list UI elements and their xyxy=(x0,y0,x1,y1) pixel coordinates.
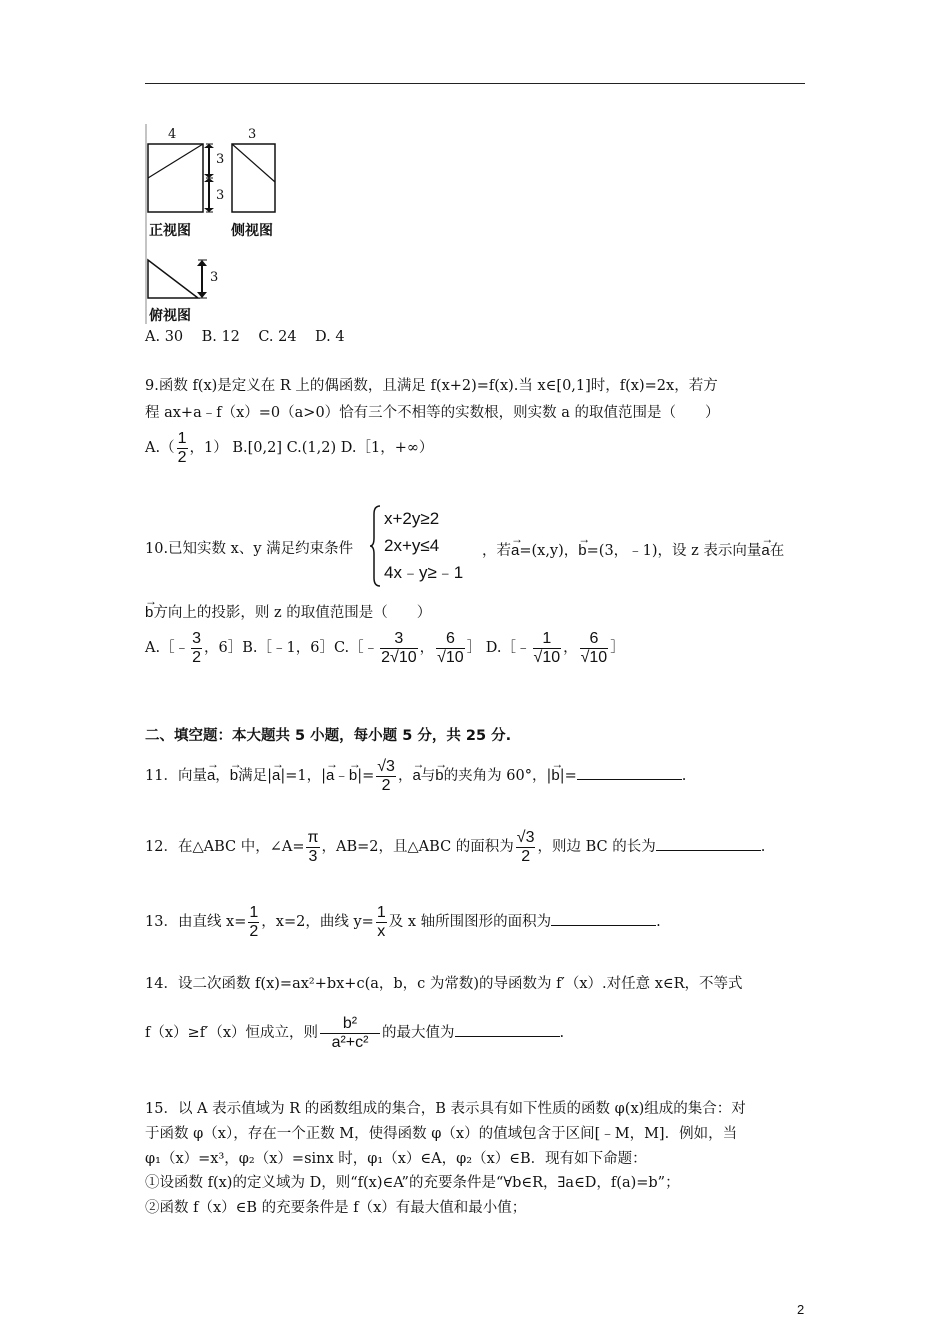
q10-constraint-1: x+2y≥2 xyxy=(384,509,440,528)
q10-opt-a-frac xyxy=(191,630,202,667)
q11-pre: 11．向量 xyxy=(145,768,207,784)
q13-frac2 xyxy=(376,904,387,941)
q10-opt-a-den: 2 xyxy=(192,648,201,666)
q13-num2: 1 xyxy=(376,903,386,921)
q9-frac-den: 2 xyxy=(177,448,187,466)
q11-vec-b-3: → b xyxy=(435,752,443,796)
section-2-heading: 二、填空题：本大题共 5 小题，每小题 5 分，共 25 分. xyxy=(145,728,512,744)
q12-mid: ，AB=2，且△ABC 的面积为 xyxy=(321,839,514,855)
q11-num: √3 xyxy=(377,757,395,775)
q9-line2: 程 ax+a﹣f（x）=0（a>0）恰有三个不相等的实数根，则实数 a 的取值范围是（ ） xyxy=(145,405,720,421)
q11: 11．向量→ a，→ b满足|→ a|=1，|→ a﹣→ b|= $\frac{√3}{2}$ ，→ a与→ b的夹角为 60°，|→ b|= . xyxy=(145,752,686,796)
top-view-dim: 3 xyxy=(210,270,219,285)
q9-fraction xyxy=(177,430,188,467)
q13-pre: 13．由直线 x= xyxy=(145,914,247,930)
q11-vec-b: → b xyxy=(230,752,238,796)
q10-opt-a-pre: A.［﹣ xyxy=(145,640,190,656)
q13-answer-blank[interactable] xyxy=(551,911,656,926)
q13-num1: 1 xyxy=(249,903,259,921)
q10-opt-c-frac2 xyxy=(436,630,465,667)
q10-opt-c-frac1 xyxy=(380,630,417,667)
q9-frac-num: 1 xyxy=(177,429,187,447)
q11-vec-a: → a xyxy=(207,752,215,796)
q10-options: A.［﹣ $\frac{3}{2}$ ，6］B.［﹣1，6］C.［﹣ $\frac{3}{2√10}$ ， $\frac{6}{√10}$ ］ D.［﹣ $\frac{1}{√10}$ ， $\frac{6}{√10}$ ］ xyxy=(145,629,625,666)
q11-t2: |=1，| xyxy=(280,768,327,784)
q15-line1: 15．以 A 表示值域为 R 的函数组成的集合，B 表示具有如下性质的函数 φ(x)组成的集合：对 xyxy=(145,1101,746,1117)
q12-num2: √3 xyxy=(516,828,535,846)
q11-fraction xyxy=(376,758,396,795)
q11-den: 2 xyxy=(381,776,391,794)
q12-den2: 2 xyxy=(521,847,531,865)
side-view-caption: 侧视图 xyxy=(231,223,273,239)
q11-t5: ， xyxy=(397,768,413,784)
q12-answer-blank[interactable] xyxy=(656,836,761,851)
q14-post: 的最大值为 xyxy=(382,1025,455,1041)
q10-opt-d-num2: 6 xyxy=(580,630,609,649)
q10-opt-d-den1: √10 xyxy=(533,648,561,666)
q10-constraint-2: 2x+y≤4 xyxy=(384,536,440,555)
q12-pre: 12．在△ABC 中，∠A= xyxy=(145,839,305,855)
q10-line2 xyxy=(145,597,431,625)
q10-mid1: ，若 xyxy=(482,543,511,559)
q9-line1: 9.函数 f(x)是定义在 R 上的偶函数，且满足 f(x+2)=f(x).当 x∈[0,1]时，f(x)=2x，若方 xyxy=(145,378,718,394)
q11-t3: ﹣ xyxy=(334,768,349,784)
q10-opt-d-den2: √10 xyxy=(580,648,608,666)
q14-pre: f（x）≥f′（x）恒成立，则 xyxy=(145,1025,319,1041)
q10-opt-d-post: ］ xyxy=(610,640,625,656)
q10-opt-d-pre: ］ D.［﹣ xyxy=(466,640,531,656)
q11-answer-blank[interactable] xyxy=(577,765,682,780)
q9-opt-a-pre: A.（ xyxy=(145,440,175,456)
q14-answer-blank[interactable] xyxy=(455,1022,560,1037)
q14-line2 xyxy=(145,1008,564,1058)
q10-pre: 10.已知实数 x、y 满足约束条件 xyxy=(145,541,354,557)
side-view-top-label: 3 xyxy=(248,127,257,142)
q10-opt-d-frac1 xyxy=(533,630,562,667)
q10-mid3: =(3，﹣1)，设 z 表示向量 xyxy=(586,543,762,559)
q12-num1: π xyxy=(307,828,319,846)
front-view-top-label: 4 xyxy=(168,127,177,142)
q11-vec-b-2: → b xyxy=(349,752,357,796)
q10-opt-c-num2: 6 xyxy=(436,630,465,649)
q12-frac2 xyxy=(516,829,536,866)
q15-line5: ②函数 f（x）∈B 的充要条件是 f（x）有最大值和最小值； xyxy=(145,1200,527,1216)
q14-den: a²+c² xyxy=(331,1033,369,1051)
q13-mid: ，x=2，曲线 y= xyxy=(261,914,374,930)
front-view-dim-1: 3 xyxy=(216,152,225,167)
q14-num: b² xyxy=(320,1015,380,1034)
q11-vec-a-4: → a xyxy=(412,752,420,796)
q15-line4: ①设函数 f(x)的定义域为 D，则“f(x)∈A”的充要条件是“∀b∈R，∃a∈D，f(a)=b”； xyxy=(145,1175,680,1191)
q14-line1: 14．设二次函数 f(x)=ax²+bx+c(a，b，c 为常数)的导函数为 f′（x）.对任意 x∈R，不等式 xyxy=(145,976,743,992)
q10-opt-a-num: 3 xyxy=(192,629,201,647)
q15-line2: 于函数 φ（x），存在一个正数 M，使得函数 φ（x）的值域包含于区间[﹣M，M]．例如，当 xyxy=(145,1126,738,1142)
q12-end: . xyxy=(760,839,766,855)
q11-t8: |= xyxy=(559,768,577,784)
q11-vec-a-2: → a xyxy=(272,752,280,796)
q8-options: A. 30 B. 12 C. 24 D. 4 xyxy=(145,329,345,345)
q15-line3: φ₁（x）=x³，φ₂（x）=sinx 时，φ₁（x）∈A，φ₂（x）∈B．现有如下命题： xyxy=(145,1151,647,1167)
front-view-dim-2: 3 xyxy=(216,188,225,203)
q13-frac1 xyxy=(248,904,259,941)
q11-t1: 满足| xyxy=(238,768,273,784)
q10-opt-c-den1: 2√10 xyxy=(381,648,417,666)
q10-vec-a: → a xyxy=(511,535,519,563)
q9-opt-rest: ，1） B.[0,2] C.(1,2) D.［1，+∞） xyxy=(189,440,434,456)
q10-opt-a-post: ，6］B.［﹣1，6］C.［﹣ xyxy=(204,640,379,656)
q9-options xyxy=(145,428,433,468)
q12-post: ，则边 BC 的长为 xyxy=(537,839,656,855)
q13-post: 及 x 轴所围图形的面积为 xyxy=(388,914,552,930)
q10-line2-text: 方向上的投影，则 z 的取值范围是（ ） xyxy=(153,605,432,621)
q12-frac1 xyxy=(306,829,319,866)
q10-constraint-3: 4x﹣y≥﹣1 xyxy=(384,563,464,582)
q10-vec-b: → b xyxy=(578,535,586,563)
q13-den2: x xyxy=(377,922,386,940)
page-number: 2 xyxy=(797,1302,805,1317)
q13 xyxy=(145,900,661,944)
q11-end: . xyxy=(681,768,687,784)
q10-mid2: =(x,y)， xyxy=(519,543,579,559)
q10-opt-c-den2: √10 xyxy=(437,648,464,666)
q11-vec-a-3: → a xyxy=(326,752,334,796)
q13-den1: 2 xyxy=(249,922,259,940)
q10-vec-b-2: → b xyxy=(145,597,153,625)
q10-opt-d-frac2 xyxy=(580,630,609,667)
q14-fraction xyxy=(320,1015,380,1052)
q12-den1: 3 xyxy=(308,847,318,865)
q11-vec-b-4: → b xyxy=(551,752,559,796)
q11-t6: 与 xyxy=(420,768,436,784)
q10-vec-a-2: → a xyxy=(761,535,769,563)
q10-line1-rest xyxy=(482,535,784,563)
q14-end: . xyxy=(559,1025,565,1041)
header-rule xyxy=(145,83,805,84)
front-view-caption: 正视图 xyxy=(149,223,191,239)
q10-opt-c-num1: 3 xyxy=(380,630,417,649)
q10-brace xyxy=(370,504,382,588)
q10-post: 在 xyxy=(769,543,785,559)
q13-end: . xyxy=(656,914,661,930)
three-view-figure xyxy=(143,124,283,324)
q11-t7: 的夹角为 60°，| xyxy=(443,768,552,784)
q11-t4: |= xyxy=(357,768,375,784)
q10-opt-d-num1: 1 xyxy=(533,630,562,649)
q12 xyxy=(145,825,765,869)
top-view-caption: 俯视图 xyxy=(149,308,191,324)
